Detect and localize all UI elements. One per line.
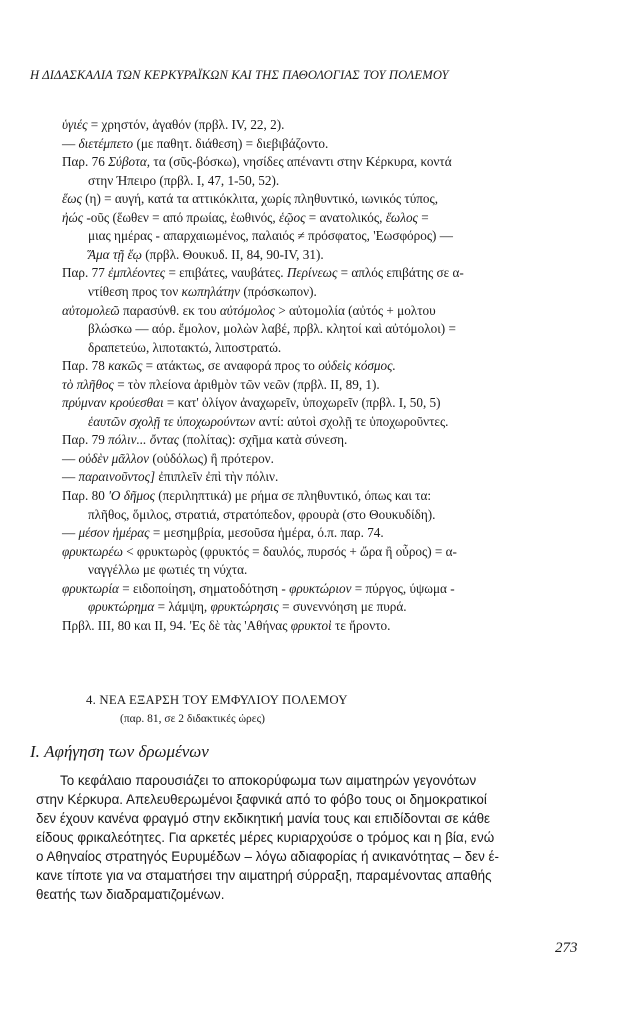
gloss-term: φρυκτωρία bbox=[62, 580, 119, 596]
gloss-term: ὑγιές bbox=[62, 117, 88, 132]
paragraph-line: θεατής των διαδραματιζομένων. bbox=[36, 887, 225, 902]
gloss-line bbox=[62, 209, 429, 227]
section-subheading: (παρ. 81, σε 2 διδακτικές ώρες) bbox=[120, 713, 265, 725]
gloss-line bbox=[62, 468, 278, 486]
gloss-text: βλώσκω — αόρ. ἔμολον, μολὼν λαβέ, πρβλ. κλητοί καὶ αὐτόμολοι) = bbox=[88, 321, 456, 337]
gloss-text: ναγγέλλω με φωτιές τη νύχτα. bbox=[88, 562, 248, 578]
gloss-text: = χρηστόν, ἀγαθόν (πρβλ. IV, 22, 2). bbox=[87, 117, 285, 132]
paragraph-line: κανε τίποτε για να σταματήσει την αιματηρή σύρραξη, παραμένοντας απαθής bbox=[36, 868, 492, 883]
gloss-term: τὸ πλῆθος bbox=[62, 376, 114, 392]
gloss-term: μέσον ἡμέρας bbox=[78, 525, 150, 541]
gloss-text: (η) = αυγή, κατά τα αττικόκλιτα, χωρίς πληθυντικό, ιωνικός τύπος, bbox=[81, 191, 439, 207]
gloss-line bbox=[88, 320, 456, 338]
gloss-line bbox=[62, 580, 455, 598]
gloss-term: αὐτομολεῶ bbox=[62, 302, 120, 318]
gloss-text: Παρ. 80 bbox=[62, 488, 109, 503]
gloss-text: Παρ. 77 bbox=[62, 265, 109, 281]
gloss-line bbox=[88, 598, 407, 616]
gloss-term: πρύμναν κρούεσθαι bbox=[62, 395, 164, 411]
gloss-text: = bbox=[417, 209, 429, 225]
gloss-text: Πρβλ. III, 80 και II, 94. 'Ες δὲ τὰς 'Αθήνας bbox=[62, 617, 291, 633]
gloss-term: Σύβοτα, bbox=[108, 154, 151, 170]
gloss-line bbox=[88, 413, 448, 431]
gloss-text: — bbox=[62, 525, 79, 541]
gloss-text: — bbox=[62, 135, 79, 151]
gloss-line bbox=[62, 135, 328, 153]
gloss-line bbox=[88, 172, 279, 190]
gloss-term: φρυκτωρέω bbox=[62, 543, 123, 559]
gloss-term: ἑῷος bbox=[279, 209, 306, 225]
gloss-text: = ατάκτως, σε αναφορά προς το bbox=[142, 358, 319, 374]
gloss-line bbox=[62, 431, 347, 449]
gloss-line bbox=[62, 264, 464, 282]
gloss-term: 'Ο δῆμος bbox=[108, 488, 155, 503]
gloss-line bbox=[62, 524, 384, 542]
gloss-text: = τὸν πλείονα ἀριθμὸν τῶν νεῶν (πρβλ. II, 89, 1). bbox=[113, 376, 380, 392]
gloss-text: δραπετεύω, λιποτακτώ, λιποστρατώ. bbox=[88, 339, 282, 355]
page-number: 273 bbox=[555, 940, 578, 956]
gloss-text: τα (σῦς-βόσκω), νησίδες απέναντι στην Κέρκυρα, κοντά bbox=[150, 154, 452, 170]
gloss-line bbox=[62, 617, 390, 635]
gloss-line bbox=[62, 487, 431, 505]
gloss-term: διετέμπετο bbox=[78, 135, 134, 151]
gloss-text: = κατ' ὀλίγον ἀναχωρεῖν, ὑποχωρεῖν (πρβλ. I, 50, 5) bbox=[163, 395, 441, 411]
gloss-text: ἐπιπλεῖν ἐπὶ τὴν πόλιν. bbox=[155, 469, 279, 485]
gloss-text: (με παθητ. διάθεση) = διεβιβάζοντο. bbox=[133, 135, 329, 151]
gloss-text: (οὐδόλως) ἢ πρότερον. bbox=[149, 450, 274, 466]
gloss-text: στην Ήπειρο (πρβλ. I, 47, 1-50, 52). bbox=[88, 172, 280, 188]
gloss-line bbox=[88, 283, 317, 301]
gloss-text: = λάμψη, bbox=[154, 599, 211, 615]
gloss-term: φρυκτώρησις bbox=[210, 599, 279, 615]
gloss-term: φρυκτώρημα bbox=[88, 599, 155, 615]
paragraph-line: στην Κέρκυρα. Απελευθερωμένοι ξαφνικά από το φόβο τους οι δημοκρατικοί bbox=[36, 792, 487, 807]
gloss-text: = επιβάτες, ναυβάτες. bbox=[165, 265, 287, 281]
gloss-text: = συνεννόηση με πυρά. bbox=[278, 599, 407, 615]
gloss-term: ἐμπλέοντες bbox=[108, 265, 166, 281]
gloss-term: κωπηλάτην bbox=[181, 283, 241, 299]
gloss-text: = μεσημβρία, μεσοῦσα ἡμέρα, ό.π. παρ. 74. bbox=[149, 525, 384, 541]
section-heading: 4. ΝΕΑ ΕΞΑΡΣΗ ΤΟΥ ΕΜΦΥΛΙΟΥ ΠΟΛΕΜΟΥ bbox=[86, 693, 348, 707]
gloss-text: (πρόσκωπον). bbox=[240, 283, 317, 299]
gloss-text: παρασύνθ. εκ του bbox=[119, 302, 220, 318]
gloss-text: αντί: αὐτοὶ σχολῇ τε ὑποχωροῦντες. bbox=[255, 413, 449, 429]
gloss-term: οὐδεὶς κόσμος. bbox=[318, 358, 396, 374]
gloss-text: πλῆθος, ὅμιλος, στρατιά, στρατόπεδον, φρουρὰ (στο Θουκυδίδη). bbox=[88, 506, 436, 522]
gloss-term: ἕως bbox=[62, 191, 82, 207]
gloss-term: παραινοῦντος] bbox=[78, 469, 156, 485]
gloss-term: ἕωλος bbox=[385, 209, 418, 225]
gloss-text: > αὐτομολία (αὐτός + μολτου bbox=[274, 302, 436, 318]
gloss-line bbox=[88, 246, 324, 264]
gloss-line bbox=[88, 339, 281, 357]
gloss-line bbox=[88, 227, 453, 245]
paragraph-line: Το κεφάλαιο παρουσιάζει το αποκορύφωμα των αιματηρών γεγονότων bbox=[60, 773, 477, 788]
gloss-text: μιας ημέρας - απαρχαιωμένος, παλαιός ≠ πρόσφατος, 'Εωσφόρος) — bbox=[88, 228, 453, 244]
gloss-line bbox=[62, 302, 436, 320]
gloss-text: (περιληπτικά) με ρήμα σε πληθυντικό, όπως και τα: bbox=[154, 488, 432, 503]
gloss-line bbox=[62, 116, 284, 134]
gloss-text: τε ἤροντο. bbox=[331, 617, 391, 633]
gloss-line bbox=[62, 543, 457, 561]
gloss-text: -οῦς (ἕωθεν = από πρωίας, ἑωθινός, bbox=[83, 209, 280, 225]
gloss-text: = απλός επιβάτης σε α- bbox=[337, 265, 464, 281]
gloss-term: Περίνεως bbox=[286, 265, 338, 281]
gloss-text: ντίθεση προς τον bbox=[88, 283, 182, 299]
gloss-text: Παρ. 79 bbox=[62, 432, 109, 448]
paragraph-line: ο Αθηναίος στρατηγός Ευρυμέδων – λόγω αδιαφορίας ή ανικανότητας – δεν έ- bbox=[36, 849, 499, 864]
gloss-line bbox=[62, 450, 274, 468]
gloss-line bbox=[88, 506, 435, 524]
gloss-text: Παρ. 78 bbox=[62, 358, 109, 374]
gloss-term: Ἅμα τῇ ἕῳ bbox=[88, 246, 142, 262]
gloss-text: = πύργος, ύψωμα - bbox=[351, 580, 455, 596]
gloss-line bbox=[62, 394, 441, 412]
gloss-text: < φρυκτωρὸς (φρυκτός = δαυλός, πυρσός + ὤρα ἢ οὖρος) = α- bbox=[122, 543, 457, 559]
gloss-text: Παρ. 76 bbox=[62, 154, 109, 170]
running-head: Η ΔΙΔΑΣΚΑΛΙΑ ΤΩΝ ΚΕΡΚΥΡΑΪΚΩΝ ΚΑΙ ΤΗΣ ΠΑΘΟΛΟΓΙΑΣ ΤΟΥ ΠΟΛΕΜΟΥ bbox=[30, 68, 449, 82]
gloss-term: αὐτόμολος bbox=[219, 302, 275, 318]
gloss-line bbox=[62, 376, 380, 394]
gloss-line bbox=[62, 357, 396, 375]
gloss-text: — bbox=[62, 450, 79, 466]
gloss-text: (πολίτας): σχῆμα κατὰ σύνεση. bbox=[179, 432, 348, 448]
gloss-term: φρυκτοὶ bbox=[290, 617, 332, 633]
paragraph-line: δεν έχουν κανένα φραγμό στην εκδικητική μανία τους και επιδίδονται σε κάθε bbox=[36, 811, 490, 826]
gloss-term: κακῶς bbox=[108, 358, 143, 374]
gloss-line bbox=[62, 153, 452, 171]
gloss-term: οὐδὲν μᾶλλον bbox=[78, 450, 150, 466]
subsection-title: I. Αφήγηση των δρωμένων bbox=[30, 742, 209, 761]
gloss-term: ἠώς bbox=[62, 209, 84, 225]
gloss-term: φρυκτώριον bbox=[289, 580, 352, 596]
paragraph-line: είδους φρικαλεότητες. Για αρκετές μέρες κυριαρχούσε ο τρόμος και η βία, ενώ bbox=[36, 830, 495, 845]
gloss-line bbox=[62, 190, 438, 208]
gloss-text: — bbox=[62, 469, 79, 485]
gloss-term: πόλιν... ὄντας bbox=[108, 432, 180, 448]
gloss-text: (πρβλ. Θουκυδ. II, 84, 90-IV, 31). bbox=[141, 246, 324, 262]
gloss-text: = ανατολικός, bbox=[305, 209, 386, 225]
gloss-line bbox=[88, 561, 247, 579]
gloss-text: = ειδοποίηση, σηματοδότηση - bbox=[118, 580, 290, 596]
gloss-term: ἑαυτῶν σχολῇ τε ὑποχωρούντων bbox=[88, 413, 256, 429]
